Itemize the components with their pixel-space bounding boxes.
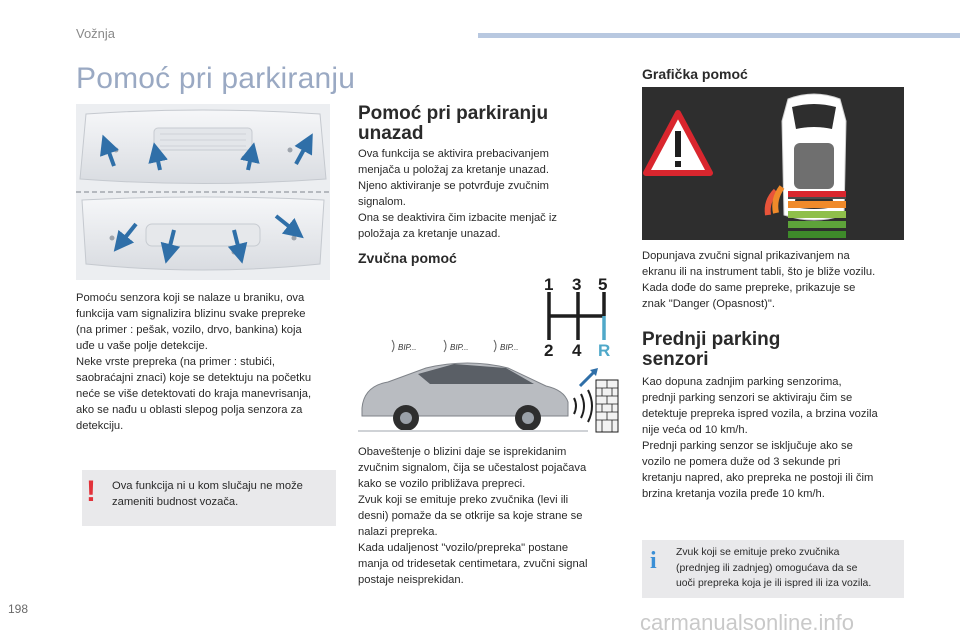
info-text: Zvuk koji se emituje preko zvučnika (prednjeg ili zadnjeg) omogućava da se uoči prepreka koja je ili ispred ili iza vozila. <box>676 547 872 589</box>
info-note <box>642 540 904 598</box>
bumper-sensors-illustration <box>76 104 330 280</box>
sound-assist-text: Obaveštenje o blizini daje se isprekidanim zvučnim signalom, čija se učestalost pojačava kako se vozilo približava prepreci. Zvuk koji se emituje preko zvučnika (levi ili desni) pomaže da se otkrije sa koje strane se nalazi prepreka. Kada udaljenost "vozilo/prepreka" postane manja od tridesetak centimetara, zvučni signal postaje neisprekidan. <box>358 446 588 586</box>
rear-assist-text: Ova funkcija se aktivira prebacivanjem menjača u položaj za kretanje unazad. Njeno aktiviranje se potvrđuje zvučnim signalom. Ona se deaktivira čim izbacite menjač iz položaja za kretanje unazad. <box>358 148 557 240</box>
info-icon: i <box>650 548 657 574</box>
beep-label-3: BIP... <box>500 343 519 352</box>
gear-label-1: 1 <box>544 276 554 294</box>
exclamation-icon: ! <box>86 475 96 508</box>
gear-label-2: 2 <box>544 341 554 360</box>
section-label: Vožnja <box>76 26 116 41</box>
header-bar <box>478 33 960 38</box>
beep-label-2: BIP... <box>450 343 469 352</box>
gear-label-5: 5 <box>598 276 608 294</box>
warning-text: Ova funkcija ni u kom slučaju ne može zameniti budnost vozača. <box>112 480 303 508</box>
front-sensors-heading: Prednji parking senzori <box>642 329 781 370</box>
front-sensors-text: Kao dopuna zadnjim parking senzorima, prednji parking senzori se aktiviraju čim se detektuje prepreka ispred vozila, a brzina vozila nije veća od 10 km/h. Prednji parking senzor se isključuje ako se vozilo ne pomera duže od 3 sekunde pri kretanju napred, ako prepreka ne postoji ili čim brzina kretanja vozila pređe 10 km/h. <box>642 376 878 500</box>
reverse-sound-graphic <box>358 276 620 434</box>
graphic-assist-text: Dopunjava zvučni signal prikazivanjem na ekranu ili na instrument tabli, što je bliže vozilu. Kada dođe do same prepreke, prikazuje se znak "Danger (Opasnost)". <box>642 250 876 310</box>
bumper-sensors-graphic <box>76 104 330 280</box>
gear-label-3: 3 <box>572 276 582 294</box>
gear-label-r: R <box>598 341 611 360</box>
graphic-assist-heading: Grafička pomoć <box>642 66 748 82</box>
page-title: Pomoć pri parkiranju <box>76 62 356 95</box>
intro-paragraph: Pomoću senzora koji se nalaze u braniku, ova funkcija vam signalizira blizinu svake prepreke (na primer : pešak, vozilo, drvo, bankina) koja uđe u vaše polje detekcije. Neke vrste prepreka (na primer : stubići, saobraćajni znaci) koje se detektuju na početku neće se više detektovati do kraja manevrisanja, ako se nađu u oblasti slepog polja senzora za detekciju. <box>76 292 312 432</box>
reverse-sound-illustration <box>358 276 620 434</box>
sound-assist-heading: Zvučna pomoć <box>358 250 457 266</box>
beep-label-1: BIP... <box>398 343 417 352</box>
parking-display-graphic <box>642 87 904 240</box>
parking-display-illustration <box>642 87 904 240</box>
watermark: carmanualsonline.info <box>640 610 855 635</box>
rear-assist-heading: Pomoć pri parkiranju unazad <box>358 103 549 144</box>
warning-note <box>82 470 336 526</box>
page-number: 198 <box>8 602 29 616</box>
gear-label-4: 4 <box>572 341 582 360</box>
